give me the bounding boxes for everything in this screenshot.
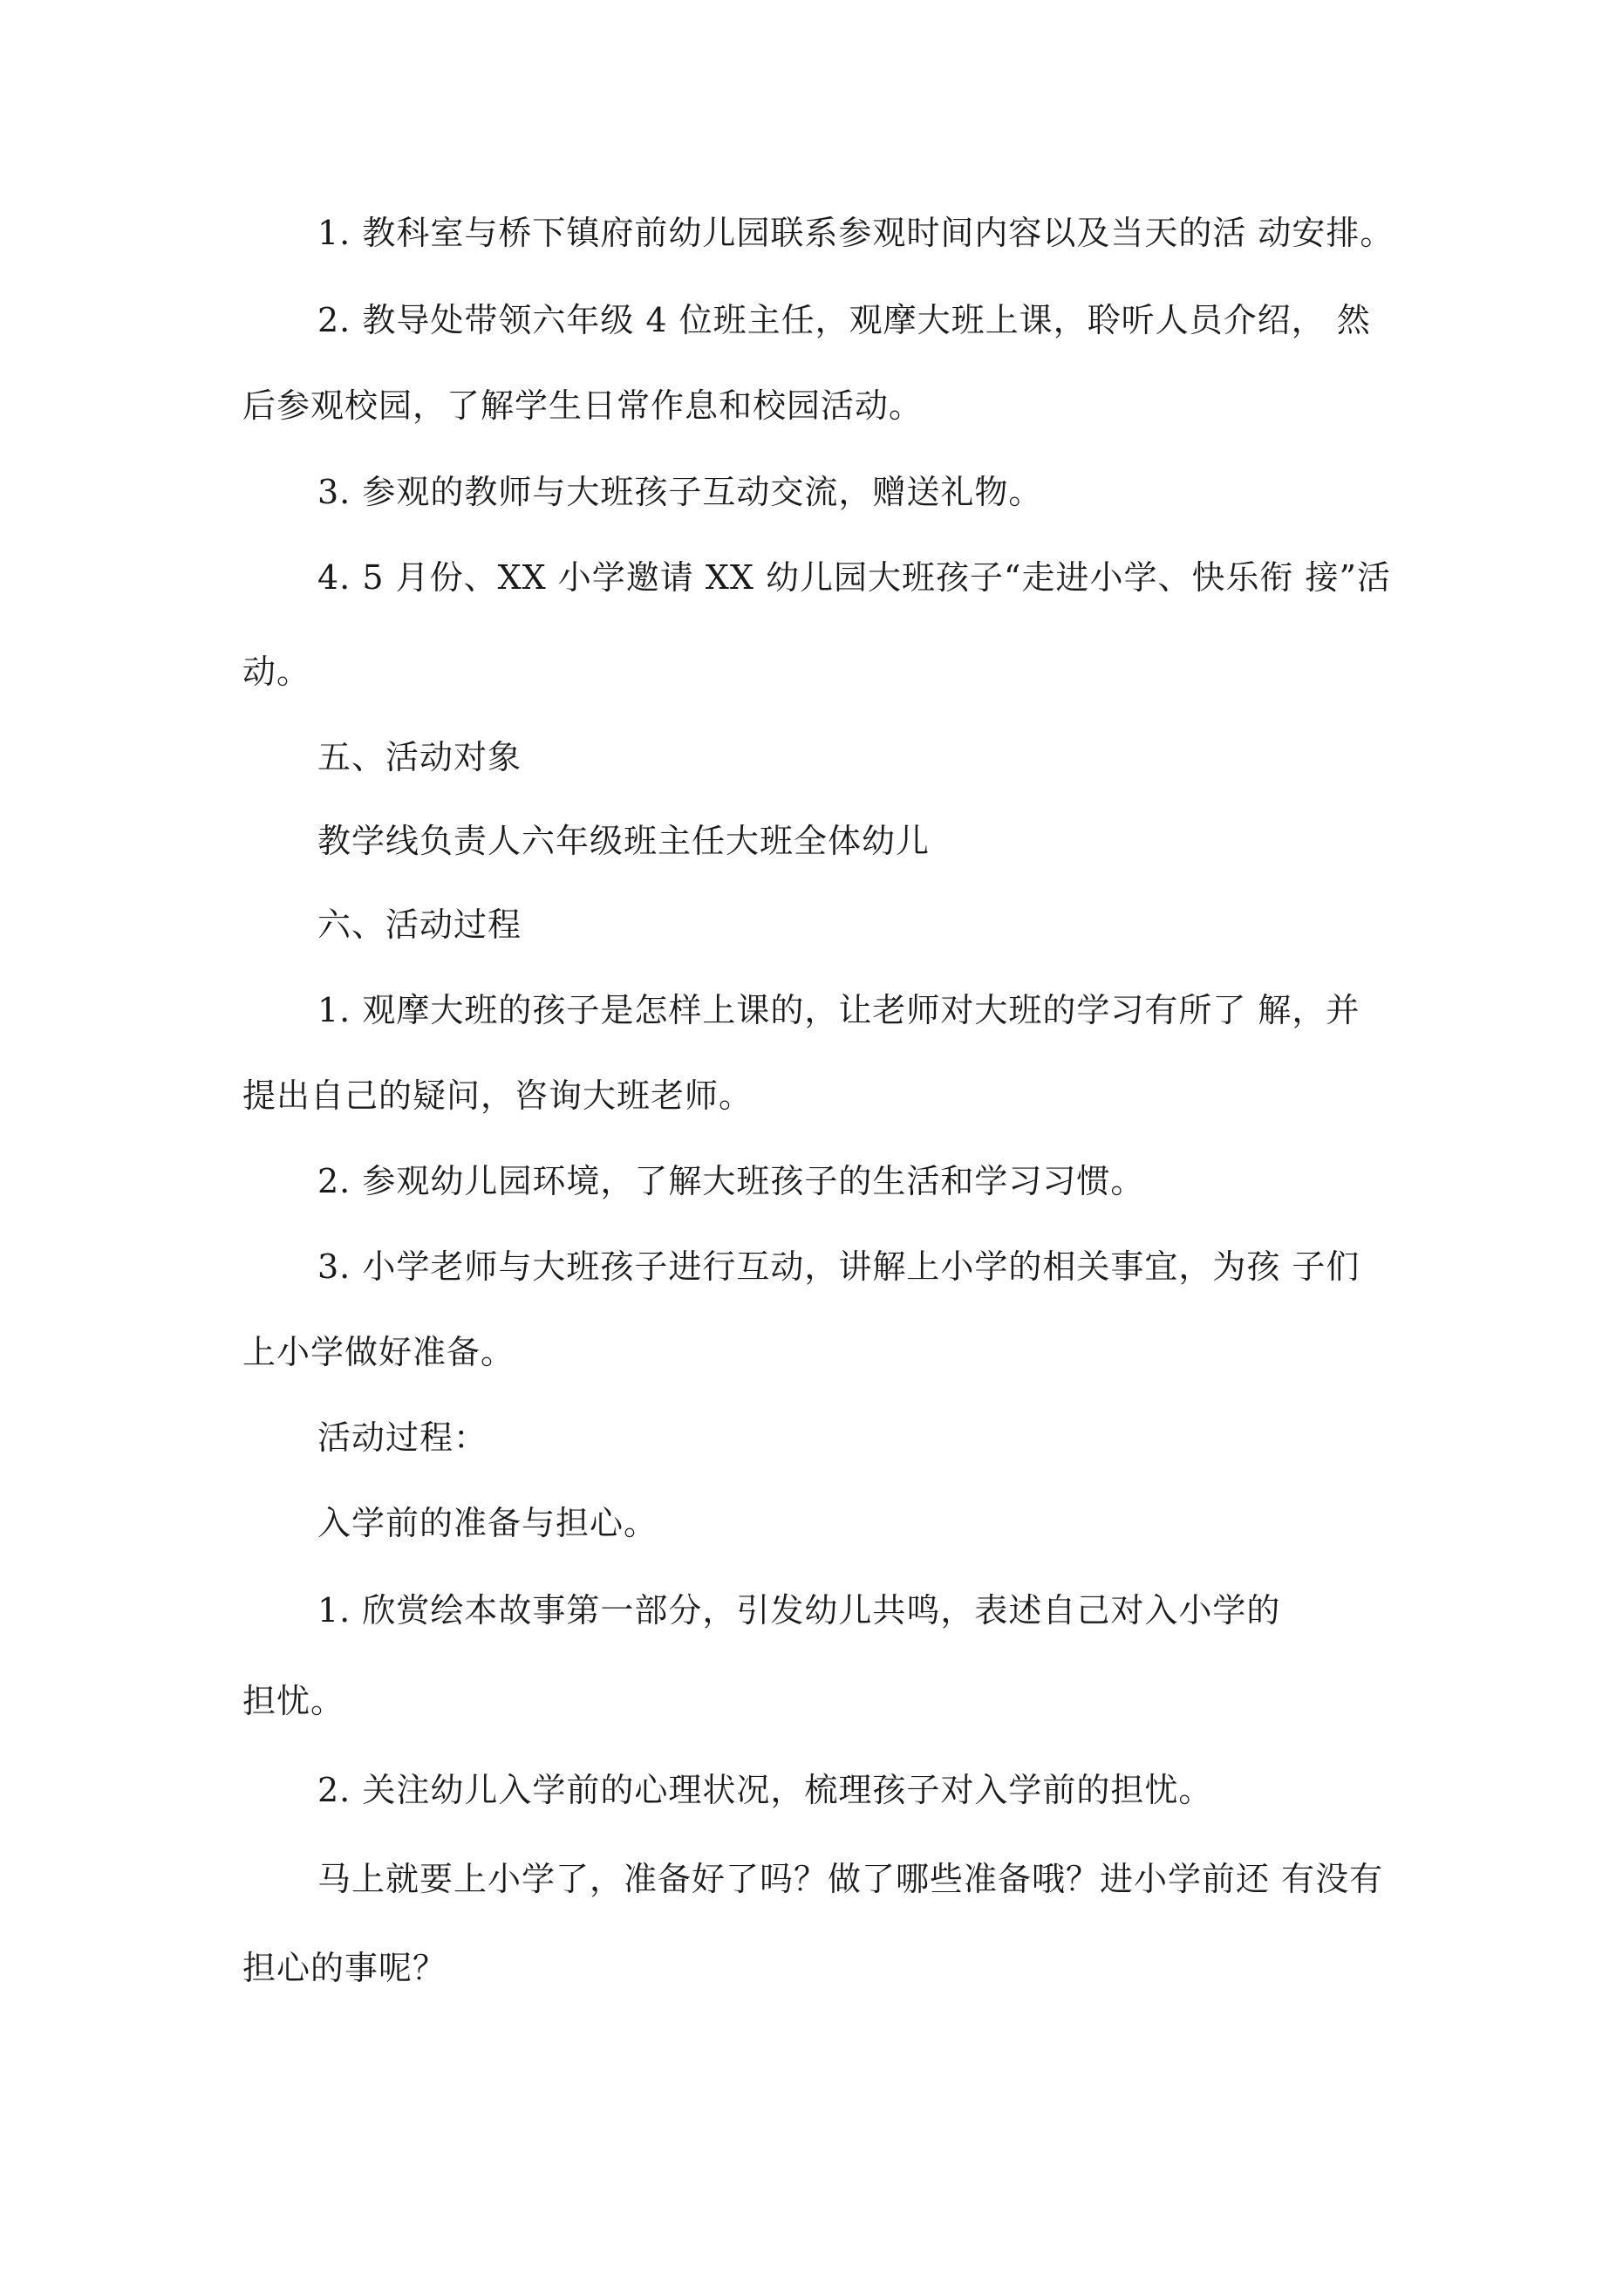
paragraph-line: 担忧。 [242, 1682, 345, 1720]
paragraph-line: 2. 关注幼儿入学前的心理状况，梳理孩子对入学前的担忧。 [317, 1771, 1213, 1809]
paragraph-line: 2. 参观幼儿园环境，了解大班孩子的生活和学习习惯。 [317, 1162, 1145, 1200]
paragraph-line: 提出自己的疑问，咨询大班老师。 [242, 1076, 754, 1115]
section-heading: 五、活动对象 [317, 738, 522, 776]
paragraph-line: 入学前的准备与担心。 [317, 1504, 658, 1542]
paragraph-line: 活动过程： [317, 1418, 488, 1457]
paragraph-line: 2. 教导处带领六年级 4 位班主任，观摩大班上课，聆听人员介绍， 然 [317, 301, 1371, 339]
paragraph-line: 后参观校园，了解学生日常作息和校园活动。 [242, 386, 924, 425]
paragraph-line: 担心的事呢？ [242, 1949, 447, 1987]
paragraph-line: 3. 小学老师与大班孩子进行互动，讲解上小学的相关事宜，为孩 子们 [317, 1247, 1360, 1286]
paragraph-line: 3. 参观的教师与大班孩子互动交流，赠送礼物。 [317, 473, 1043, 511]
paragraph-line: 教学线负责人六年级班主任大班全体幼儿 [317, 822, 931, 860]
paragraph-line: 4. 5 月份、XX 小学邀请 XX 幼儿园大班孩子“走进小学、快乐衔 接”活 [317, 558, 1391, 597]
paragraph-line: 动。 [242, 653, 311, 691]
paragraph-line: 上小学做好准备。 [242, 1333, 515, 1371]
paragraph-line: 1. 欣赏绘本故事第一部分，引发幼儿共鸣，表述自己对入小学的 [317, 1591, 1281, 1630]
paragraph-line: 马上就要上小学了，准备好了吗？做了哪些准备哦？进小学前还 有没有 [317, 1860, 1384, 1898]
section-heading: 六、活动过程 [317, 905, 522, 944]
paragraph-line: 1. 教科室与桥下镇府前幼儿园联系参观时间内容以及当天的活 动安排。 [317, 214, 1395, 252]
paragraph-line: 1. 观摩大班的孩子是怎样上课的，让老师对大班的学习有所了 解，并 [317, 991, 1360, 1029]
